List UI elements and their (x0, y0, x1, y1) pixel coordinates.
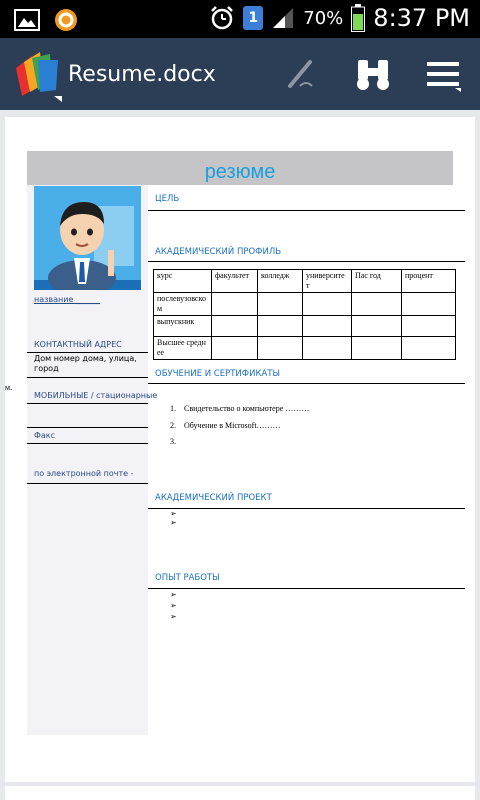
app-bar (0, 38, 480, 110)
table-row (154, 337, 456, 360)
list-item: 3. (170, 437, 176, 446)
table-row (154, 293, 456, 316)
table-row (154, 316, 456, 337)
gallery-icon (14, 9, 40, 31)
table-cell (258, 293, 303, 316)
battery-icon (351, 4, 365, 32)
section-academic-project: АКАДЕМИЧЕСКИЙ ПРОЕКТ (155, 493, 272, 503)
fax-label: Факс (34, 431, 56, 440)
table-cell (402, 293, 456, 316)
table-cell (352, 337, 402, 360)
table-cell (303, 293, 352, 316)
section-rule (148, 210, 465, 211)
resume-title: резюме (204, 161, 276, 183)
table-cell (352, 316, 402, 337)
table-cell (258, 337, 303, 360)
binoculars-icon[interactable] (355, 56, 391, 92)
divider (27, 377, 148, 378)
divider (27, 483, 148, 484)
section-rule (148, 508, 465, 509)
table-cell (402, 316, 456, 337)
divider (27, 352, 148, 353)
table-cell (303, 337, 352, 360)
alarm-icon (209, 5, 235, 31)
phone-label: МОБИЛЬНЫЕ / стационарные (34, 391, 158, 400)
bullet-item: ➢ (170, 601, 177, 610)
section-rule (148, 383, 465, 384)
section-rule (148, 261, 465, 262)
table-cell: выпускник (154, 316, 212, 337)
contact-address-value: Дом номер дома, улица, город (34, 354, 137, 373)
contact-address-label: КОНТАКТНЫЙ АДРЕС (34, 340, 122, 349)
bullet-item: ➢ (170, 612, 177, 621)
bullet-item: ➢ (170, 509, 177, 518)
table-cell (258, 316, 303, 337)
document-page[interactable] (5, 117, 475, 782)
section-objective: ЦЕЛЬ (155, 194, 180, 204)
section-academic-profile: АКАДЕМИЧЕСКИЙ ПРОФИЛЬ (155, 247, 282, 257)
status-bar (0, 0, 480, 38)
section-work-experience: ОПЫТ РАБОТЫ (155, 573, 220, 583)
stray-text: м. (5, 383, 13, 392)
signal-icon (271, 6, 295, 30)
divider (27, 427, 148, 428)
section-training: ОБУЧЕНИЕ И СЕРТИФИКАТЫ (155, 369, 280, 379)
divider (27, 443, 148, 444)
table-header-cell: факультет (212, 270, 258, 293)
table-cell (212, 293, 258, 316)
profile-photo (34, 186, 141, 290)
section-rule (148, 588, 465, 589)
table-header-cell: колледж (258, 270, 303, 293)
pen-edit-icon[interactable] (282, 56, 318, 92)
table-cell (402, 337, 456, 360)
next-page-edge (5, 786, 475, 800)
table-cell (212, 316, 258, 337)
table-header-row (154, 270, 456, 293)
list-item: 1. Свидетельство о компьютере ……… (170, 404, 310, 413)
table-header-cell: Пас год (352, 270, 402, 293)
table-cell: послевузовском (154, 293, 212, 316)
table-cell (303, 316, 352, 337)
table-cell (352, 293, 402, 316)
table-cell: Высшее среднее (154, 337, 212, 360)
table-cell (212, 337, 258, 360)
menu-icon[interactable] (425, 56, 461, 92)
bullet-item: ➢ (170, 518, 177, 527)
battery-percent: 70% (303, 7, 344, 29)
name-link[interactable]: название ______ (34, 295, 100, 304)
table-header-cell: университет (303, 270, 352, 293)
divider (27, 403, 148, 404)
table-header-cell: курс (154, 270, 212, 293)
app-logo-icon[interactable] (8, 48, 62, 102)
table-header-cell: процент (402, 270, 456, 293)
email-label: по электронной почте - (34, 469, 134, 478)
document-title: Resume.docx (68, 62, 216, 87)
clock: 8:37 PM (373, 4, 470, 32)
academic-profile-table (153, 269, 456, 360)
notification-icon (54, 8, 78, 32)
sim-icon: 1 (243, 6, 263, 30)
bullet-item: ➢ (170, 590, 177, 599)
list-item: 2. Обучение в Microsoft……… (170, 421, 281, 430)
